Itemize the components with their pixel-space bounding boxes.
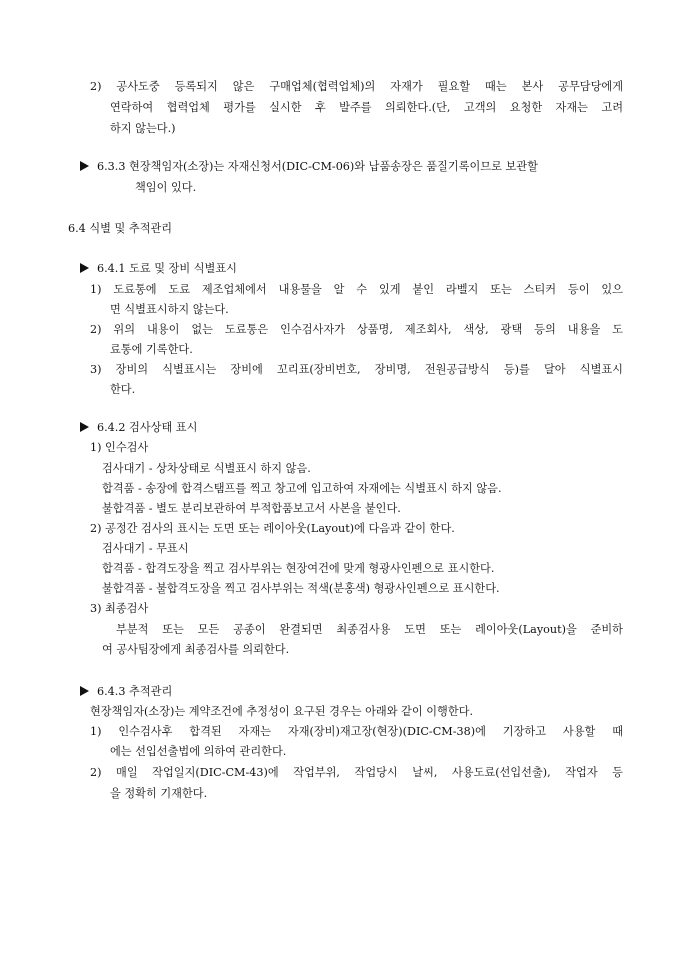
text-line: 2) 공사도중 등록되지 않은 구매업체(협력업체)의 자재가 필요할 때는 본사 공무담당에게 [90, 80, 623, 93]
text-line: 면 식별표시하지 않는다. [110, 303, 229, 316]
subsection-heading: 6.3.3 현장책임자(소장)는 자재신청서(DIC-CM-06)와 납품송장은 품질기록이므로 보관할 [80, 159, 633, 175]
text-line: 부분적 또는 모든 공종이 완결되면 최종검사용 도면 또는 레이아웃(Layout)을 준비하 [116, 623, 623, 636]
text-line: 2) 위의 내용이 없는 도료통은 인수검사자가 상품명, 제조회사, 색상, 광택 등의 내용을 도 [90, 323, 623, 336]
section-heading: 6.4 식별 및 추적관리 [68, 222, 173, 235]
text-line: 3) 장비의 식별표시는 장비에 꼬리표(장비번호, 장비명, 전원공급방식 등)를 달아 식별표시 [90, 363, 623, 376]
text-line: 여 공사팀장에게 최종검사를 의뢰한다. [102, 643, 290, 656]
text-line: 을 정확히 기재한다. [110, 787, 208, 800]
bullet-triangle-icon [80, 422, 89, 432]
text-line: 불합격품 - 별도 분리보관하여 부적합품보고서 사본을 붙인다. [102, 502, 401, 515]
text-line: 불합격품 - 불합격도장을 찍고 검사부위는 적색(분홍색) 형광사인펜으로 표시한다. [102, 582, 500, 595]
bullet-triangle-icon [80, 161, 89, 171]
text-line: 검사대기 - 무표시 [102, 542, 189, 555]
text-line: 1) 인수검사 [90, 441, 149, 454]
bullet-triangle-icon [80, 263, 89, 273]
text-line: 연락하여 협력업체 평가를 실시한 후 발주를 의뢰한다.(단, 고객의 요청한 자재는 고려 [110, 101, 623, 114]
text-line: 현장책임자(소장)는 계약조건에 추정성이 요구된 경우는 아래와 같이 이행한다. [90, 705, 474, 718]
subsection-heading: 6.4.3 추적관리 [80, 684, 172, 700]
text-line: 1) 인수검사후 합격된 자재는 자재(장비)재고장(현장)(DIC-CM-38)에 기장하고 사용할 때 [90, 725, 623, 738]
text-line: 2) 매일 작업일지(DIC-CM-43)에 작업부위, 작업당시 날씨, 사용도료(선입선출), 작업자 등 [90, 766, 623, 779]
subsection-heading: 6.4.2 검사상태 표시 [80, 420, 197, 436]
text-line: 하지 않는다.) [110, 122, 176, 135]
text-line: 책임이 있다. [135, 181, 197, 194]
text-line: 한다. [110, 383, 136, 396]
text-line: 2) 공정간 검사의 표시는 도면 또는 레이아웃(Layout)에 다음과 같이 한다. [90, 522, 455, 535]
text-line: 합격품 - 송장에 합격스탬프를 찍고 창고에 입고하여 자재에는 식별표시 하지 않음. [102, 482, 502, 495]
text-line: 료통에 기록한다. [110, 343, 193, 356]
subsection-heading: 6.4.1 도료 및 장비 식별표시 [80, 261, 237, 277]
text-line: 합격품 - 합격도장을 찍고 검사부위는 현장여건에 맞게 형광사인펜으로 표시한다. [102, 562, 495, 575]
bullet-triangle-icon [80, 686, 89, 696]
text-line: 1) 도료통에 도료 제조업체에서 내용물을 알 수 있게 붙인 라벨지 또는 스티커 등이 있으 [90, 283, 623, 296]
text-line: 에는 선입선출법에 의하여 관리한다. [110, 745, 287, 758]
text-line: 검사대기 - 상차상태로 식별표시 하지 않음. [102, 462, 311, 475]
text-line: 3) 최종검사 [90, 602, 149, 615]
